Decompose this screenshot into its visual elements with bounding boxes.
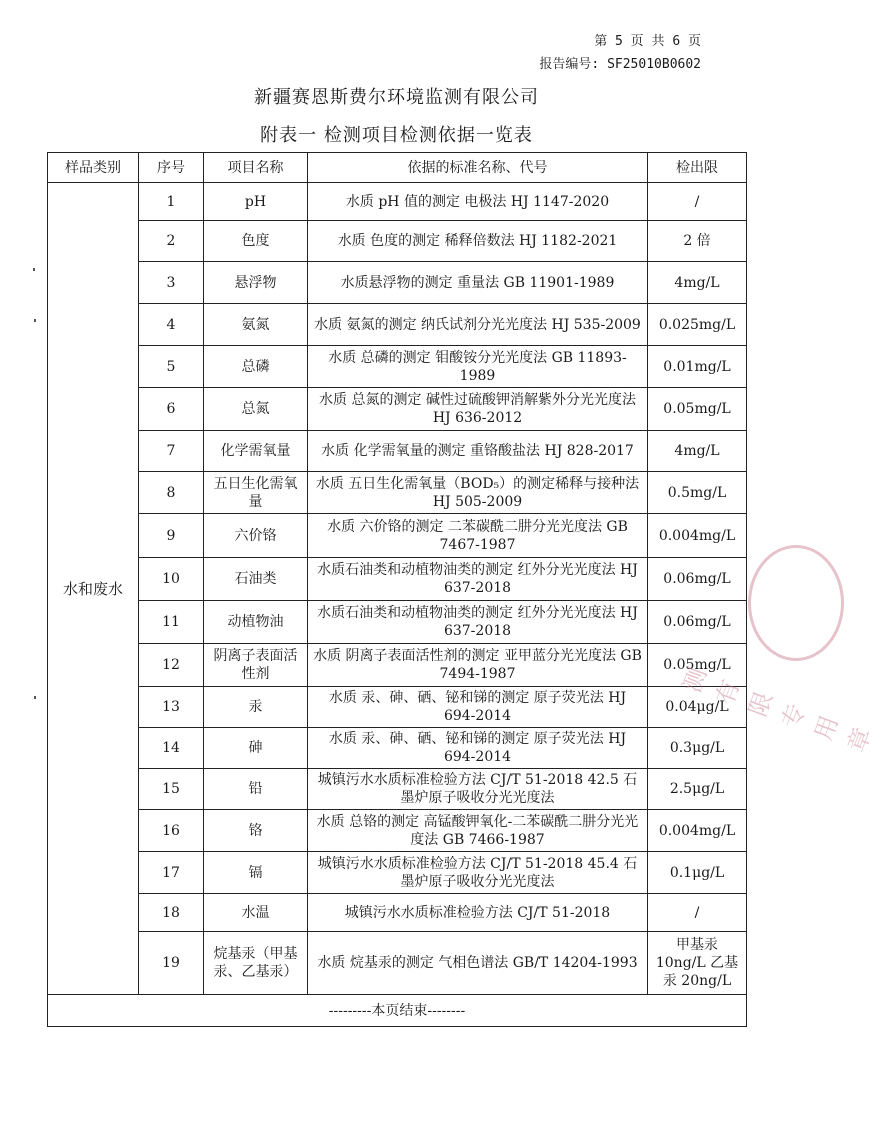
- standard-name: 水质 色度的测定 稀释倍数法 HJ 1182-2021: [308, 221, 648, 262]
- standard-name: 水质 pH 值的测定 电极法 HJ 1147-2020: [308, 183, 648, 221]
- scan-speck: [34, 696, 36, 699]
- scan-speck: [33, 268, 35, 271]
- header-item: 项目名称: [204, 153, 308, 183]
- row-number: 15: [139, 769, 204, 810]
- detection-limit: 4mg/L: [648, 262, 747, 304]
- detection-limit: 0.1μg/L: [648, 852, 747, 894]
- row-number: 18: [139, 894, 204, 932]
- row-number: 7: [139, 431, 204, 472]
- standard-name: 水质 五日生化需氧量（BOD₅）的测定稀释与接种法 HJ 505-2009: [308, 472, 648, 514]
- report-number: 报告编号: SF25010B0602: [539, 57, 701, 72]
- row-number: 14: [139, 728, 204, 769]
- table-row: [48, 183, 747, 221]
- standard-name: 水质 氨氮的测定 纳氏试剂分光光度法 HJ 535-2009: [308, 304, 648, 346]
- seal-stamp: [748, 545, 844, 661]
- table-row: [48, 431, 747, 472]
- scan-speck: [34, 319, 36, 322]
- table-row: [48, 346, 747, 388]
- sample-category: 水和废水: [48, 183, 139, 995]
- company-name: 新疆赛恩斯费尔环境监测有限公司: [254, 87, 539, 108]
- item-name: 动植物油: [204, 601, 308, 644]
- detection-limit: /: [648, 894, 747, 932]
- standard-name: 水质 汞、砷、硒、铋和锑的测定 原子荧光法 HJ 694-2014: [308, 687, 648, 728]
- row-number: 5: [139, 346, 204, 388]
- item-name: 水温: [204, 894, 308, 932]
- table-title: 附表一 检测项目检测依据一览表: [260, 125, 533, 146]
- table-row: [48, 304, 747, 346]
- standard-name: 城镇污水水质标准检验方法 CJ/T 51-2018: [308, 894, 648, 932]
- table-header-row: [48, 153, 747, 183]
- table-row: [48, 728, 747, 769]
- standard-name: 城镇污水水质标准检验方法 CJ/T 51-2018 42.5 石墨炉原子吸收分光光度法: [308, 769, 648, 810]
- standard-name: 水质 总磷的测定 钼酸铵分光光度法 GB 11893-1989: [308, 346, 648, 388]
- standard-name: 水质 化学需氧量的测定 重铬酸盐法 HJ 828-2017: [308, 431, 648, 472]
- header-standard: 依据的标准名称、代号: [308, 153, 648, 183]
- detection-limit: 0.3μg/L: [648, 728, 747, 769]
- standard-name: 水质 总氮的测定 碱性过硫酸钾消解紫外分光光度法 HJ 636-2012: [308, 388, 648, 431]
- detection-limit: 2.5μg/L: [648, 769, 747, 810]
- row-number: 3: [139, 262, 204, 304]
- table-row: [48, 769, 747, 810]
- seal-stamp-text: 测有限专用章: [677, 664, 877, 757]
- row-number: 17: [139, 852, 204, 894]
- table-row: [48, 472, 747, 514]
- item-name: 汞: [204, 687, 308, 728]
- row-number: 4: [139, 304, 204, 346]
- end-of-page-note: ---------本页结束--------: [48, 995, 747, 1027]
- detection-limit: 0.01mg/L: [648, 346, 747, 388]
- standard-name: 水质 六价铬的测定 二苯碳酰二肼分光光度法 GB 7467-1987: [308, 514, 648, 558]
- standard-name: 水质 阴离子表面活性剂的测定 亚甲蓝分光光度法 GB 7494-1987: [308, 644, 648, 687]
- row-number: 11: [139, 601, 204, 644]
- table-row: [48, 894, 747, 932]
- row-number: 2: [139, 221, 204, 262]
- item-name: 五日生化需氧量: [204, 472, 308, 514]
- standard-name: 水质石油类和动植物油类的测定 红外分光光度法 HJ 637-2018: [308, 558, 648, 601]
- table-row: [48, 810, 747, 852]
- standard-name: 水质悬浮物的测定 重量法 GB 11901-1989: [308, 262, 648, 304]
- detection-limit: 0.06mg/L: [648, 558, 747, 601]
- standard-name: 水质 烷基汞的测定 气相色谱法 GB/T 14204-1993: [308, 932, 648, 995]
- item-name: 镉: [204, 852, 308, 894]
- detection-limit: 0.05mg/L: [648, 644, 747, 687]
- table-row: [48, 644, 747, 687]
- standard-name: 城镇污水水质标准检验方法 CJ/T 51-2018 45.4 石墨炉原子吸收分光光度法: [308, 852, 648, 894]
- table-row: [48, 388, 747, 431]
- item-name: pH: [204, 183, 308, 221]
- header-category: 样品类别: [48, 153, 139, 183]
- detection-limit: 2 倍: [648, 221, 747, 262]
- item-name: 铅: [204, 769, 308, 810]
- method-table: [47, 152, 747, 1027]
- detection-limit: /: [648, 183, 747, 221]
- table-footer-row: [48, 995, 747, 1027]
- detection-limit: 0.06mg/L: [648, 601, 747, 644]
- standard-name: 水质石油类和动植物油类的测定 红外分光光度法 HJ 637-2018: [308, 601, 648, 644]
- item-name: 化学需氧量: [204, 431, 308, 472]
- table-row: [48, 221, 747, 262]
- item-name: 氨氮: [204, 304, 308, 346]
- item-name: 烷基汞（甲基汞、乙基汞）: [204, 932, 308, 995]
- row-number: 16: [139, 810, 204, 852]
- item-name: 悬浮物: [204, 262, 308, 304]
- detection-limit: 4mg/L: [648, 431, 747, 472]
- item-name: 石油类: [204, 558, 308, 601]
- page-number: 第 5 页 共 6 页: [594, 34, 701, 49]
- row-number: 8: [139, 472, 204, 514]
- row-number: 9: [139, 514, 204, 558]
- detection-limit: 0.025mg/L: [648, 304, 747, 346]
- item-name: 总氮: [204, 388, 308, 431]
- standard-name: 水质 汞、砷、硒、铋和锑的测定 原子荧光法 HJ 694-2014: [308, 728, 648, 769]
- item-name: 砷: [204, 728, 308, 769]
- detection-limit: 0.004mg/L: [648, 514, 747, 558]
- table-row: [48, 558, 747, 601]
- row-number: 10: [139, 558, 204, 601]
- table-body: [48, 183, 747, 995]
- item-name: 阴离子表面活性剂: [204, 644, 308, 687]
- detection-limit: 0.05mg/L: [648, 388, 747, 431]
- detection-limit: 0.004mg/L: [648, 810, 747, 852]
- table-row: [48, 262, 747, 304]
- header-no: 序号: [139, 153, 204, 183]
- detection-limit: 甲基汞 10ng/L 乙基汞 20ng/L: [648, 932, 747, 995]
- row-number: 12: [139, 644, 204, 687]
- item-name: 六价铬: [204, 514, 308, 558]
- row-number: 13: [139, 687, 204, 728]
- table-row: [48, 687, 747, 728]
- table-row: [48, 601, 747, 644]
- item-name: 铬: [204, 810, 308, 852]
- row-number: 1: [139, 183, 204, 221]
- table-row: [48, 852, 747, 894]
- table-row: [48, 932, 747, 995]
- item-name: 总磷: [204, 346, 308, 388]
- header-limit: 检出限: [648, 153, 747, 183]
- detection-limit: 0.5mg/L: [648, 472, 747, 514]
- table-row: [48, 514, 747, 558]
- row-number: 19: [139, 932, 204, 995]
- standard-name: 水质 总铬的测定 高锰酸钾氧化-二苯碳酰二肼分光光度法 GB 7466-1987: [308, 810, 648, 852]
- row-number: 6: [139, 388, 204, 431]
- item-name: 色度: [204, 221, 308, 262]
- detection-limit: 0.04μg/L: [648, 687, 747, 728]
